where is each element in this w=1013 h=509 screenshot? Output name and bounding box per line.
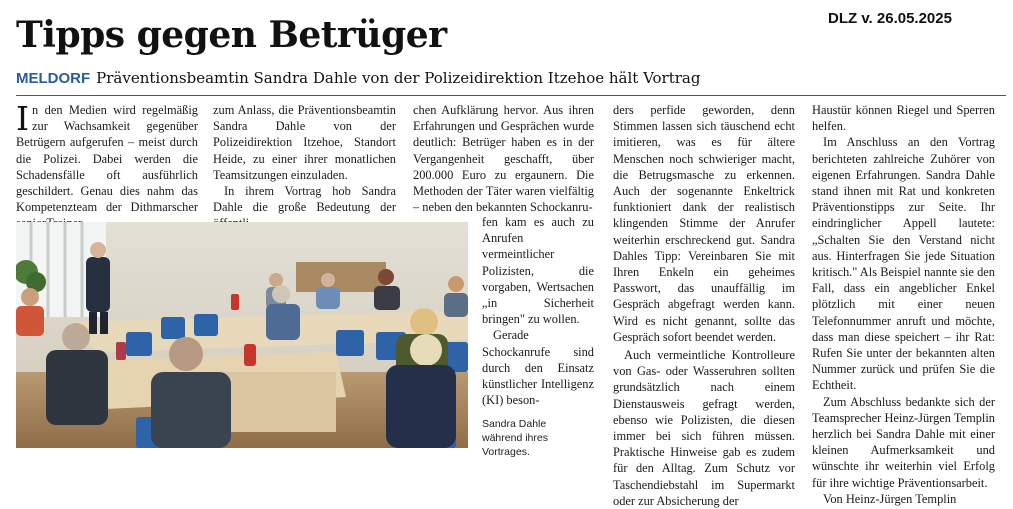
paragraph: Auch vermeintliche Kontrolleure von Gas- oder Wasseruhren sollten grundsätzlich nach einem Dienstausweis gefragt werden, ebenso wie Polizisten, die diesen immer bei sich führen müssen. Praktische Hinweise gab es zudem für den Alltag. Zum Schutz vor Taschendiebstahl im Supermarkt oder zur Absicherung der [613,348,795,508]
photo-caption: Sandra Dahle während ihres Vortrages. [482,418,548,458]
paragraph: Im Anschluss an den Vortrag berichteten zahlreiche Zuhörer von eigenen Erfahrungen. Sandra Dahle stand ihnen mit Rat und konkreten Präventionstipps zur Seite. Ihr eindringlicher Appell lautete: „Schalten Sie den Verstand nicht aus. Hinterfragen Sie jede Situation kritisch." Als Beispiel nannte sie den Fall, dass ein angeblicher Enkel plötzlich mit einer neuen Telefonnummer anruft und möchte, dass man diese speichert – ihr Rat: Rufen Sie unter der bekannten alten Nummer zurück und prüfen Sie die Echtheit. [812,135,995,393]
dateline-place: MELDORF [16,70,91,87]
article-column-5 [812,102,995,507]
paragraph: Haustür können Riegel und Sperren helfen. [812,103,995,134]
photo-illustration [16,222,468,448]
article-photo [16,222,468,448]
header-divider [16,95,1006,96]
paragraph: Gerade Schockanrufe sind durch den Einsatz künstlicher Intelligenz (KI) beson- [482,328,594,408]
article-column-3-continued [482,214,594,408]
article-column-4 [613,102,795,509]
paragraph: Zum Abschluss bedankte sich der Teamsprecher Heinz-Jürgen Templin herzlich bei Sandra Dahle mit einer kleinen Aufmerksamkeit und wünschte ihr weiterhin viel Erfolg für ihre wichtige Präventionsarbeit. [812,394,995,490]
subheadline-text: Präventionsbeamtin Sandra Dahle von der Polizeidirektion Itzehoe hält Vortrag [96,69,701,87]
paragraph: In ihrem Vortrag hob Sandra Dahle die große Bedeutung der [213,184,396,215]
drop-cap: I [16,99,30,138]
paragraph: chen Aufklärung hervor. Aus ihren Erfahrungen und Gesprächen wurde deutlich: Betrüger haben es in der Vergangenheit geschafft, über 200.000 Euro zu ergaunern. Die Methoden der Täter waren vielfältig – neben den bekannten Schockanru- [413,103,594,215]
article-column-1 [16,99,198,232]
article-subheadline [16,69,700,87]
paragraph-text: n den Medien wird regelmäßig zur Wachsamkeit gegenüber Betrügern aufgerufen – meist durch die Polizei. Dabei werden die Schadensfälle oft ausführlich geschildert. Genau dies nahm das Kompetenzteam der Dithmarscher [16,103,198,215]
paragraph [16,99,198,232]
byline: Von Heinz-Jürgen Templin [823,491,957,506]
paragraph: ders perfide geworden, denn Stimmen lassen sich täuschend echt imitieren, was es für ältere Menschen noch schwieriger macht, die Betrugsmasche zu erkennen. Auch der sogenannte Enkeltrick funktioniert dank der realistisch klingenden Stimme der Anrufer weiterhin erschreckend gut. Sandra Dahles Tipp: Vereinbaren Sie mit Ihren Enkeln ein geheimes Passwort, das unauffällig im Gespräch abgefragt werden kann. Wird es nicht genannt, sollte das Gespräch sofort beendet werden. [613,103,795,344]
source-date-note: DLZ v. 26.05.2025 [828,10,952,27]
article-column-2 [213,102,396,232]
paragraph: fen kam es auch zu Anrufen vermeintlicher Polizisten, die vorgaben, Wertsachen „in Sicherheit bringen" zu wollen. [482,215,594,327]
article-column-3 [413,102,594,215]
article-headline: Tipps gegen Betrüger [16,14,447,56]
paragraph: zum Anlass, die Präventionsbeamtin Sandra Dahle von der Polizeidirektion Itzehoe, Standort Heide, zu einer ihrer monatlichen Teamsitzungen einzuladen. [213,103,396,182]
